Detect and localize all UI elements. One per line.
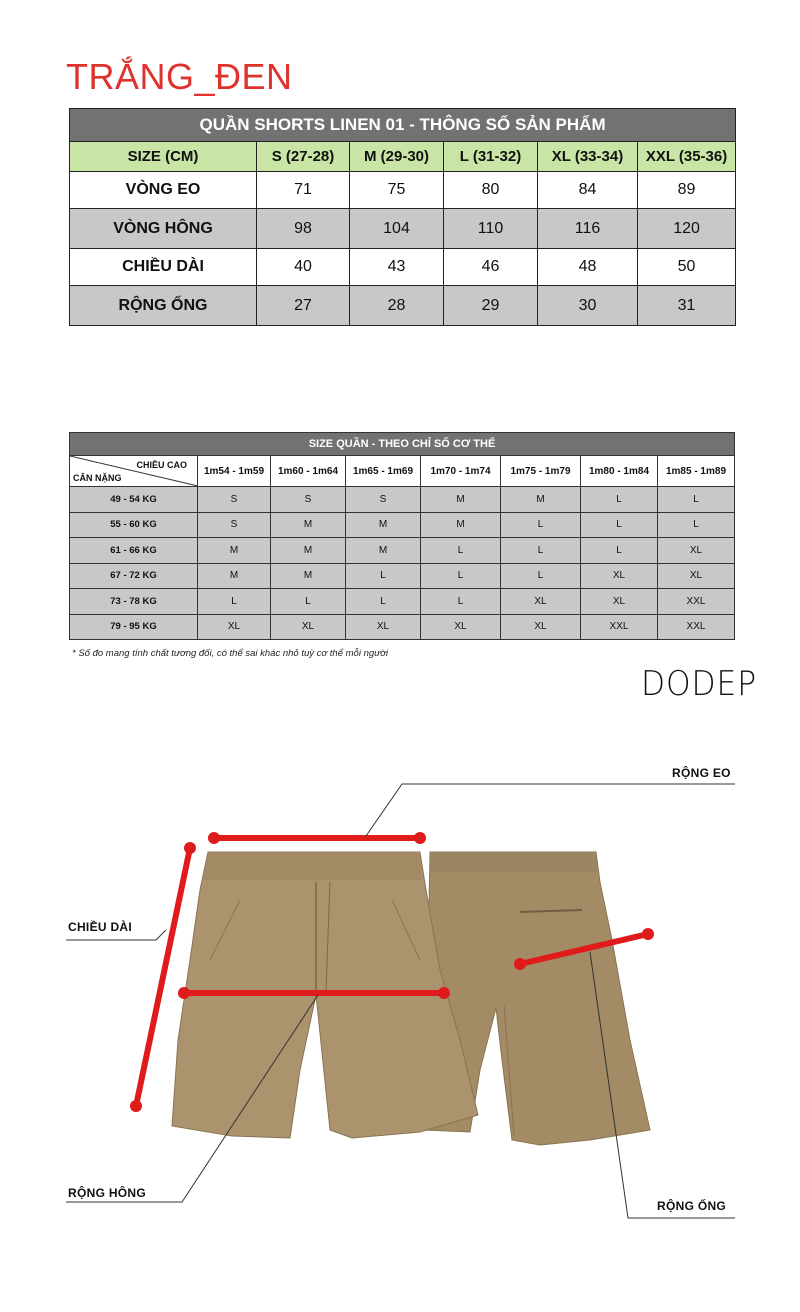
size-cell: XXL — [581, 614, 658, 640]
size-cell: L — [421, 563, 501, 589]
table-row — [70, 614, 735, 640]
size-cell: M — [198, 563, 271, 589]
table-cell: 110 — [444, 209, 538, 249]
size-cell: S — [271, 487, 346, 513]
table-row — [70, 512, 735, 538]
spec-row-leg-opening — [70, 286, 736, 326]
spec-col-header: XL (33-34) — [538, 142, 638, 172]
corner-cell — [70, 456, 198, 487]
size-cell: L — [421, 589, 501, 615]
row-label: VÒNG EO — [70, 172, 257, 209]
size-cell: L — [501, 512, 581, 538]
size-cell: L — [198, 589, 271, 615]
height-header: 1m65 - 1m69 — [346, 456, 421, 487]
page-heading: TRẮNG_ĐEN — [66, 56, 293, 97]
size-cell: M — [421, 487, 501, 513]
table-cell: 116 — [538, 209, 638, 249]
size-cell: L — [581, 538, 658, 564]
footnote: * Số đo mang tính chất tương đối, có thể sai khác nhỏ tuỳ cơ thể mỗi người — [72, 648, 389, 659]
spec-col-header: M (29-30) — [350, 142, 444, 172]
table-cell: 31 — [638, 286, 736, 326]
size-cell: L — [271, 589, 346, 615]
spec-header-row — [70, 142, 736, 172]
table-cell: 30 — [538, 286, 638, 326]
table-cell: 43 — [350, 249, 444, 286]
table-cell: 28 — [350, 286, 444, 326]
size-cell: XXL — [658, 614, 735, 640]
hip-width-label: RỘNG HÔNG — [68, 1186, 147, 1200]
row-label: CHIỀU DÀI — [70, 249, 257, 286]
table-cell: 50 — [638, 249, 736, 286]
size-cell: XL — [581, 563, 658, 589]
shorts-illustration — [0, 740, 800, 1240]
weight-label: 67 - 72 KG — [70, 563, 198, 589]
weight-label: 61 - 66 KG — [70, 538, 198, 564]
product-spec-table — [69, 108, 736, 326]
size-cell: M — [501, 487, 581, 513]
table-cell: 46 — [444, 249, 538, 286]
height-header: 1m54 - 1m59 — [198, 456, 271, 487]
table-cell: 27 — [257, 286, 350, 326]
size-cell: L — [658, 512, 735, 538]
length-label: CHIỀU DÀI — [68, 920, 133, 934]
size-cell: S — [198, 512, 271, 538]
size-cell: L — [581, 512, 658, 538]
table-cell: 120 — [638, 209, 736, 249]
size-cell: XL — [346, 614, 421, 640]
height-header: 1m85 - 1m89 — [658, 456, 735, 487]
size-cell: XL — [658, 538, 735, 564]
weight-label: 73 - 78 KG — [70, 589, 198, 615]
weight-label: 79 - 95 KG — [70, 614, 198, 640]
table-cell: 75 — [350, 172, 444, 209]
size-cell: L — [658, 487, 735, 513]
table-row — [70, 538, 735, 564]
spec-col-header: SIZE (CM) — [70, 142, 257, 172]
spec-col-header: L (31-32) — [444, 142, 538, 172]
height-header: 1m70 - 1m74 — [421, 456, 501, 487]
brand-logo: DODEP — [641, 664, 758, 704]
table-row — [70, 487, 735, 513]
table-cell: 29 — [444, 286, 538, 326]
size-cell: L — [346, 563, 421, 589]
table-cell: 71 — [257, 172, 350, 209]
table-cell: 48 — [538, 249, 638, 286]
leg-opening-label: RỘNG ỐNG — [657, 1199, 727, 1213]
spec-row-length — [70, 249, 736, 286]
size-cell: M — [271, 563, 346, 589]
size-cell: M — [271, 538, 346, 564]
corner-height-label: CHIỀU CAO — [136, 460, 187, 470]
spec-col-header: XXL (35-36) — [638, 142, 736, 172]
table-cell: 89 — [638, 172, 736, 209]
measure-waist-line — [208, 832, 426, 844]
table-cell: 40 — [257, 249, 350, 286]
row-label: VÒNG HÔNG — [70, 209, 257, 249]
size-cell: M — [271, 512, 346, 538]
size-cell: XL — [501, 589, 581, 615]
spec-table-title: QUẦN SHORTS LINEN 01 - THÔNG SỐ SẢN PHẨM — [70, 109, 736, 142]
size-cell: M — [346, 538, 421, 564]
waist-width-label: RỘNG EO — [672, 766, 731, 780]
size-cell: XL — [421, 614, 501, 640]
measurement-diagram — [0, 740, 800, 1240]
table-row — [70, 563, 735, 589]
size-cell: XL — [658, 563, 735, 589]
body-table-title: SIZE QUẦN - THEO CHỈ SỐ CƠ THỂ — [70, 433, 735, 456]
size-cell: L — [501, 563, 581, 589]
size-cell: XL — [501, 614, 581, 640]
table-cell: 80 — [444, 172, 538, 209]
table-cell: 98 — [257, 209, 350, 249]
size-cell: XL — [198, 614, 271, 640]
spec-row-hip — [70, 209, 736, 249]
table-row — [70, 589, 735, 615]
size-cell: L — [581, 487, 658, 513]
spec-col-header: S (27-28) — [257, 142, 350, 172]
weight-label: 55 - 60 KG — [70, 512, 198, 538]
row-label: RỘNG ỐNG — [70, 286, 257, 326]
height-header: 1m75 - 1m79 — [501, 456, 581, 487]
height-header: 1m60 - 1m64 — [271, 456, 346, 487]
size-cell: M — [421, 512, 501, 538]
spec-row-waist — [70, 172, 736, 209]
size-cell: XXL — [658, 589, 735, 615]
body-size-table — [69, 432, 735, 640]
body-header-row — [70, 456, 735, 487]
table-cell: 84 — [538, 172, 638, 209]
size-cell: M — [346, 512, 421, 538]
corner-weight-label: CÂN NẶNG — [73, 473, 122, 483]
size-cell: L — [501, 538, 581, 564]
size-cell: L — [346, 589, 421, 615]
size-cell: S — [346, 487, 421, 513]
size-cell: L — [421, 538, 501, 564]
weight-label: 49 - 54 KG — [70, 487, 198, 513]
table-cell: 104 — [350, 209, 444, 249]
height-header: 1m80 - 1m84 — [581, 456, 658, 487]
size-cell: S — [198, 487, 271, 513]
size-cell: XL — [271, 614, 346, 640]
size-cell: M — [198, 538, 271, 564]
size-cell: XL — [581, 589, 658, 615]
